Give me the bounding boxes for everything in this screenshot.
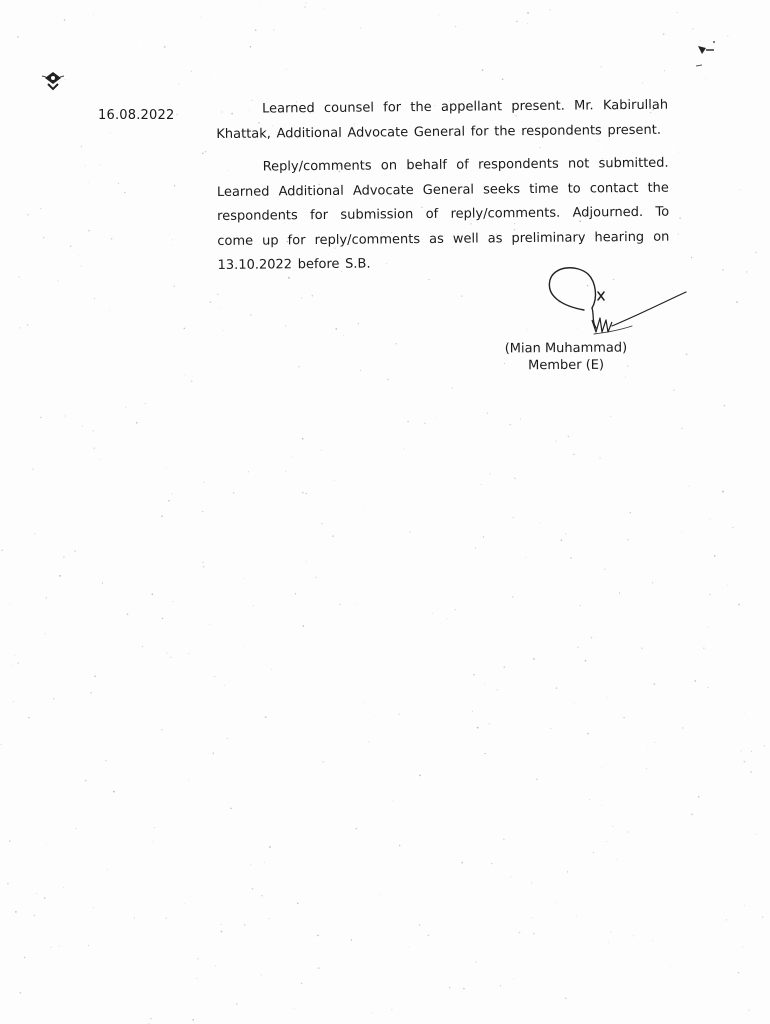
order-sheet-text xyxy=(216,94,670,288)
order-paragraph-adjournment: Reply/comments on behalf of respondents not submitted. Learned Additional Advocate General seeks time to contact the respondents for submission of reply/comments. Adjourned. To come up for reply/comments as well as preliminary hearing on 13.10.2022 before S.B. xyxy=(216,155,670,273)
ink-mark-icon xyxy=(40,68,66,92)
order-date: 16.08.2022 xyxy=(98,108,175,123)
corner-ink-mark-icon xyxy=(688,38,722,72)
signatory-designation: Member (E) xyxy=(528,357,605,374)
handwritten-signature-icon xyxy=(540,262,690,344)
signatory-block xyxy=(500,340,632,375)
order-paragraph-attendance: Learned counsel for the appellant present. Mr. Kabirullah Khattak, Additional Advocate General for the respondents present. xyxy=(216,97,669,142)
signatory-name: (Mian Muhammad) xyxy=(504,340,628,357)
